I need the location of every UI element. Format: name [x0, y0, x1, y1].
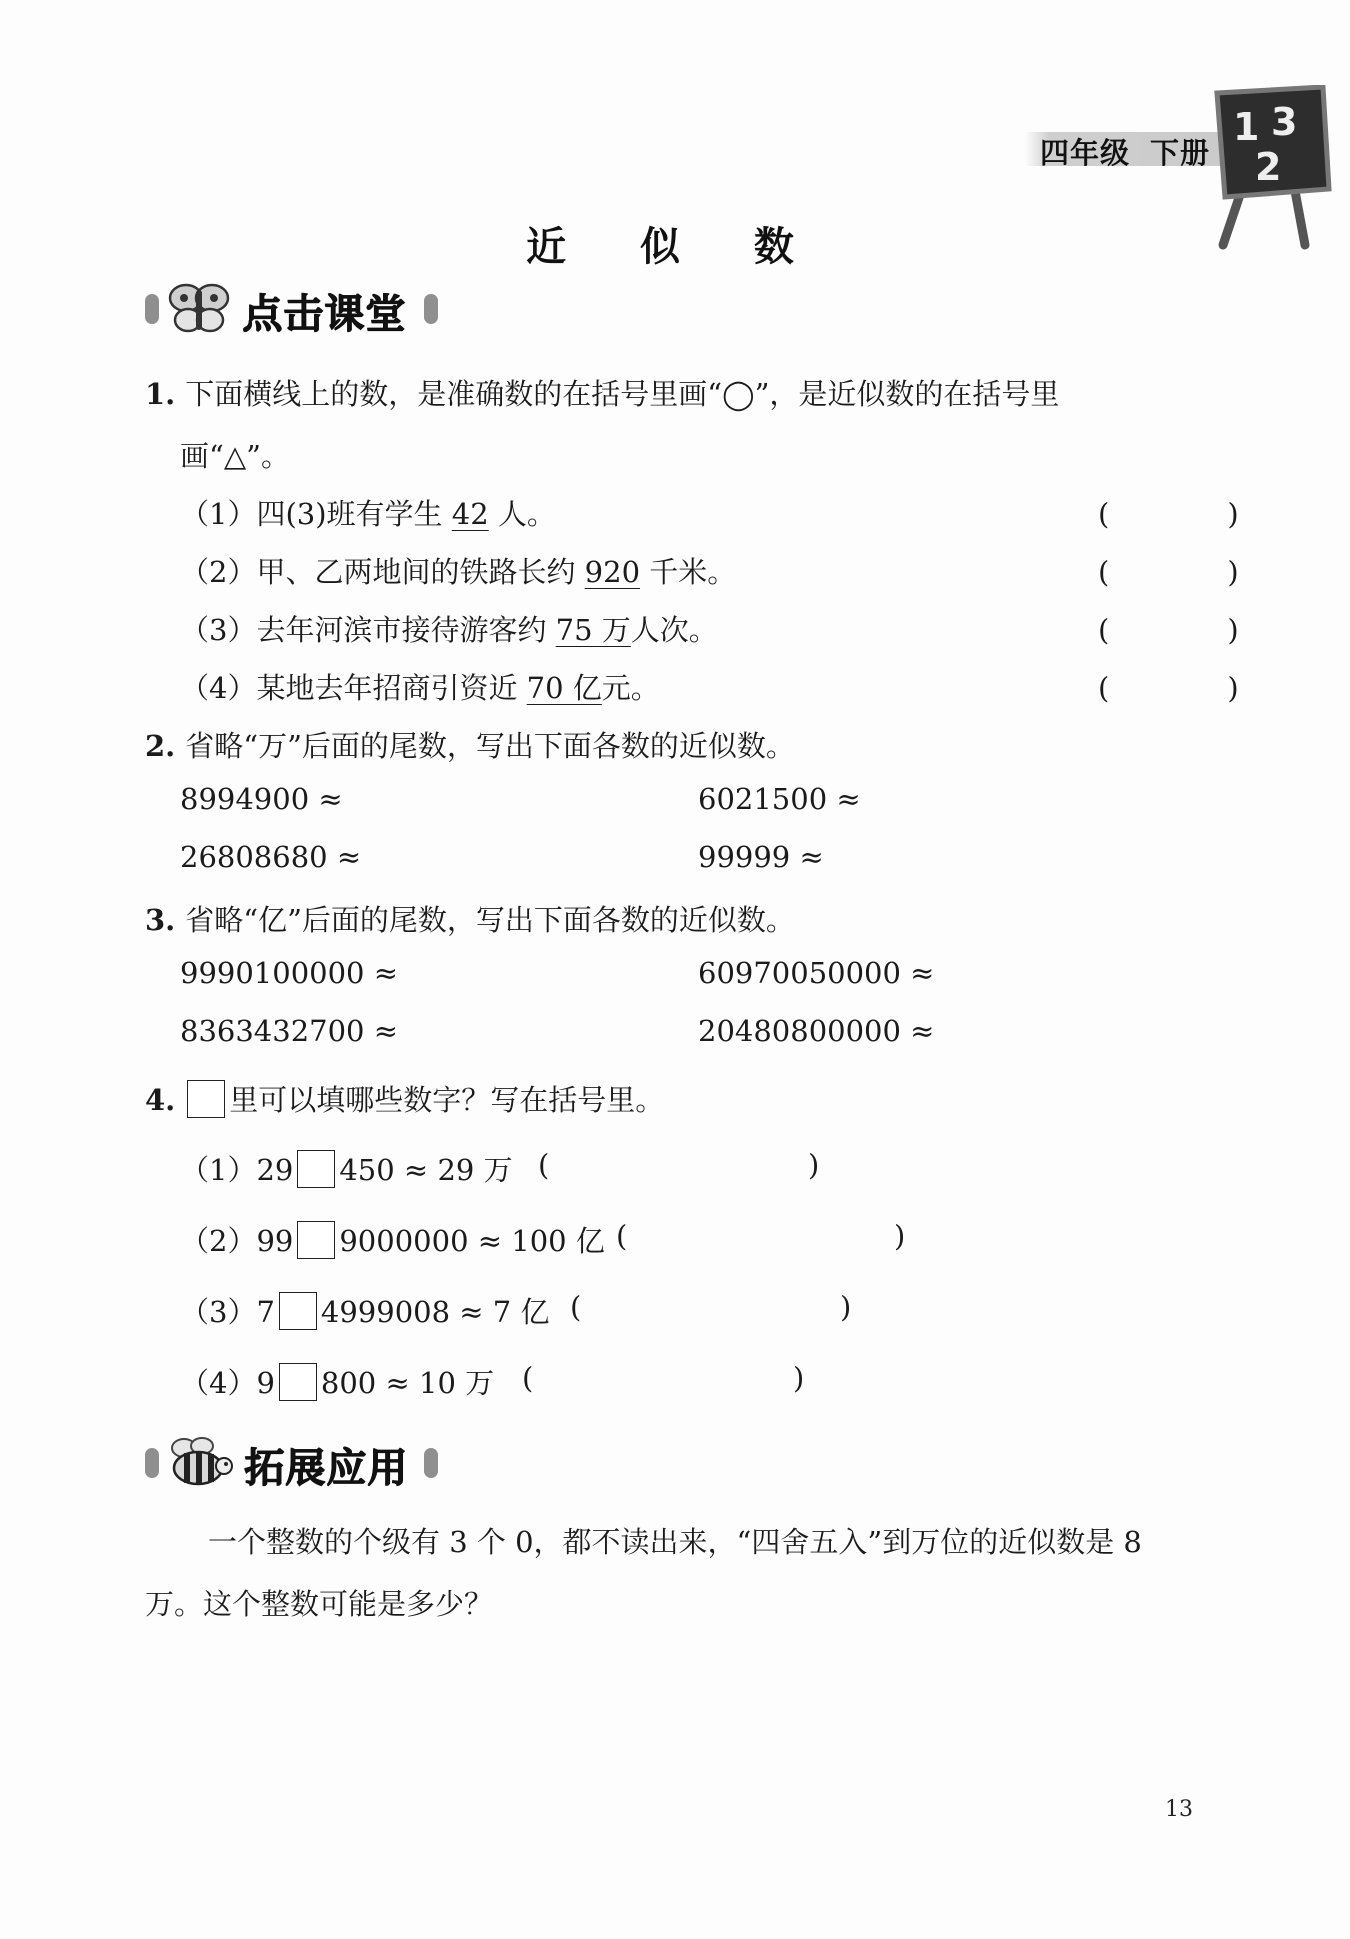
section-title-extension: 拓展应用 [244, 1445, 408, 1491]
q4-prompt-text: 里可以填哪些数字？写在括号里。 [229, 1083, 665, 1117]
q4-item-1 [180, 1148, 513, 1189]
q4-item-2-left-paren: ( [616, 1219, 628, 1253]
q1-item-4 [180, 666, 660, 707]
q1-item-3 [180, 608, 718, 649]
q1-item-4-answer[interactable]: ( ) [1098, 671, 1259, 705]
banner-right-cap [424, 294, 438, 324]
q4-item-1-post: 450 ≈ 29 万 [339, 1153, 513, 1187]
q1-item-4-pre: （4）某地去年招商引资近 [180, 671, 527, 705]
chalk-digit-3: 3 [1271, 100, 1298, 144]
q4-item-2-pre: （2）99 [180, 1224, 294, 1258]
q3-number: 3. [145, 903, 176, 937]
q1-item-2-underlined: 920 [584, 555, 641, 589]
q3-item-1: 9990100000 ≈ [180, 956, 399, 990]
q2-prompt-text: 省略“万”后面的尾数，写出下面各数的近似数。 [185, 729, 795, 763]
q1-item-1-answer[interactable]: ( ) [1098, 497, 1259, 531]
q4-item-4-answer[interactable] [545, 1361, 785, 1395]
banner-left-cap [145, 294, 159, 324]
q4-item-4-pre: （4）9 [180, 1366, 275, 1400]
grade-label [1040, 131, 1210, 172]
q1-item-4-underlined: 70 亿 [526, 671, 602, 705]
section-title-classroom: 点击课堂 [242, 291, 406, 337]
q1-prompt-line2: 画“△”。 [180, 439, 290, 473]
q1-item-4-post: 元。 [601, 671, 660, 705]
q4-item-3-left-paren: ( [570, 1290, 582, 1324]
q1-prompt-line1 [145, 372, 1059, 413]
q1-item-1-post: 人。 [488, 497, 556, 531]
q4-item-1-box[interactable] [297, 1150, 335, 1188]
q4-item-1-pre: （1）29 [180, 1153, 294, 1187]
q1-item-2-post: 千米。 [640, 555, 737, 589]
lesson-title: 近 似 数 [526, 224, 824, 270]
extension-problem-line2: 万。这个整数可能是多少？ [145, 1587, 494, 1621]
butterfly-icon [164, 280, 234, 336]
extension-problem-line1: 一个整数的个级有 3 个 0，都不读出来，“四舍五入”到万位的近似数是 8 [208, 1525, 1142, 1559]
q4-item-4 [180, 1361, 494, 1402]
q4-item-4-box[interactable] [279, 1363, 317, 1401]
q4-item-4-right-paren: ) [793, 1361, 805, 1395]
banner-right-cap [424, 1448, 438, 1478]
q2-item-4: 99999 ≈ [698, 840, 824, 874]
section-banner-classroom [140, 280, 450, 336]
bee-icon [162, 1434, 236, 1490]
q4-item-2-post: 9000000 ≈ 100 亿 [339, 1224, 605, 1258]
q2-item-3: 26808680 ≈ [180, 840, 362, 874]
q1-item-3-pre: （3）去年河滨市接待游客约 [180, 613, 556, 647]
q4-number: 4. [145, 1083, 176, 1117]
q1-item-1-underlined: 42 [451, 497, 489, 531]
q4-item-3-box[interactable] [279, 1292, 317, 1330]
q1-item-3-post: 人次。 [630, 613, 718, 647]
q4-item-1-answer[interactable] [560, 1148, 800, 1182]
chalk-digit-1: 1 [1233, 105, 1260, 149]
q2-prompt [145, 724, 795, 765]
q4-item-4-post: 800 ≈ 10 万 [320, 1366, 495, 1400]
banner-left-cap [145, 1448, 159, 1478]
q4-item-1-right-paren: ) [808, 1148, 820, 1182]
q2-item-2: 6021500 ≈ [698, 782, 861, 816]
q4-item-4-left-paren: ( [522, 1361, 534, 1395]
q4-prompt-box [187, 1080, 225, 1118]
extension-answer-area[interactable] [145, 1640, 1195, 1770]
q4-item-2-right-paren: ) [894, 1219, 906, 1253]
grade-text: 四年级 [1040, 136, 1131, 170]
volume-text: 下册 [1150, 136, 1211, 170]
q4-item-3-right-paren: ) [840, 1290, 852, 1324]
q3-item-4: 20480800000 ≈ [698, 1014, 935, 1048]
q4-item-3-pre: （3）7 [180, 1295, 275, 1329]
chalk-digit-2: 2 [1255, 145, 1282, 189]
section-banner-extension [140, 1434, 450, 1490]
q4-item-3 [180, 1290, 549, 1331]
q4-item-3-answer[interactable] [592, 1290, 832, 1324]
q4-item-1-left-paren: ( [538, 1148, 550, 1182]
q3-prompt [145, 898, 795, 939]
q1-item-1-pre: （1）四(3)班有学生 [180, 497, 452, 531]
q2-item-1: 8994900 ≈ [180, 782, 343, 816]
q1-item-3-answer[interactable]: ( ) [1098, 613, 1259, 647]
q1-item-2-answer[interactable]: ( ) [1098, 555, 1259, 589]
q4-prompt [145, 1078, 664, 1119]
page-number: 13 [1165, 1797, 1193, 1822]
q1-item-1 [180, 492, 556, 533]
q1-prompt-text: 下面横线上的数，是准确数的在括号里画“◯”，是近似数的在括号里 [185, 377, 1060, 411]
q4-item-2 [180, 1219, 605, 1260]
q3-item-3: 8363432700 ≈ [180, 1014, 399, 1048]
q1-number: 1. [145, 377, 176, 411]
q4-item-2-answer[interactable] [640, 1219, 885, 1253]
q2-number: 2. [145, 729, 176, 763]
q1-item-2-pre: （2）甲、乙两地间的铁路长约 [180, 555, 585, 589]
q4-item-3-post: 4999008 ≈ 7 亿 [320, 1295, 550, 1329]
q1-item-2 [180, 550, 736, 591]
q4-item-2-box[interactable] [297, 1221, 335, 1259]
q3-item-2: 60970050000 ≈ [698, 956, 935, 990]
q3-prompt-text: 省略“亿”后面的尾数，写出下面各数的近似数。 [185, 903, 795, 937]
q1-item-3-underlined: 75 万 [555, 613, 631, 647]
